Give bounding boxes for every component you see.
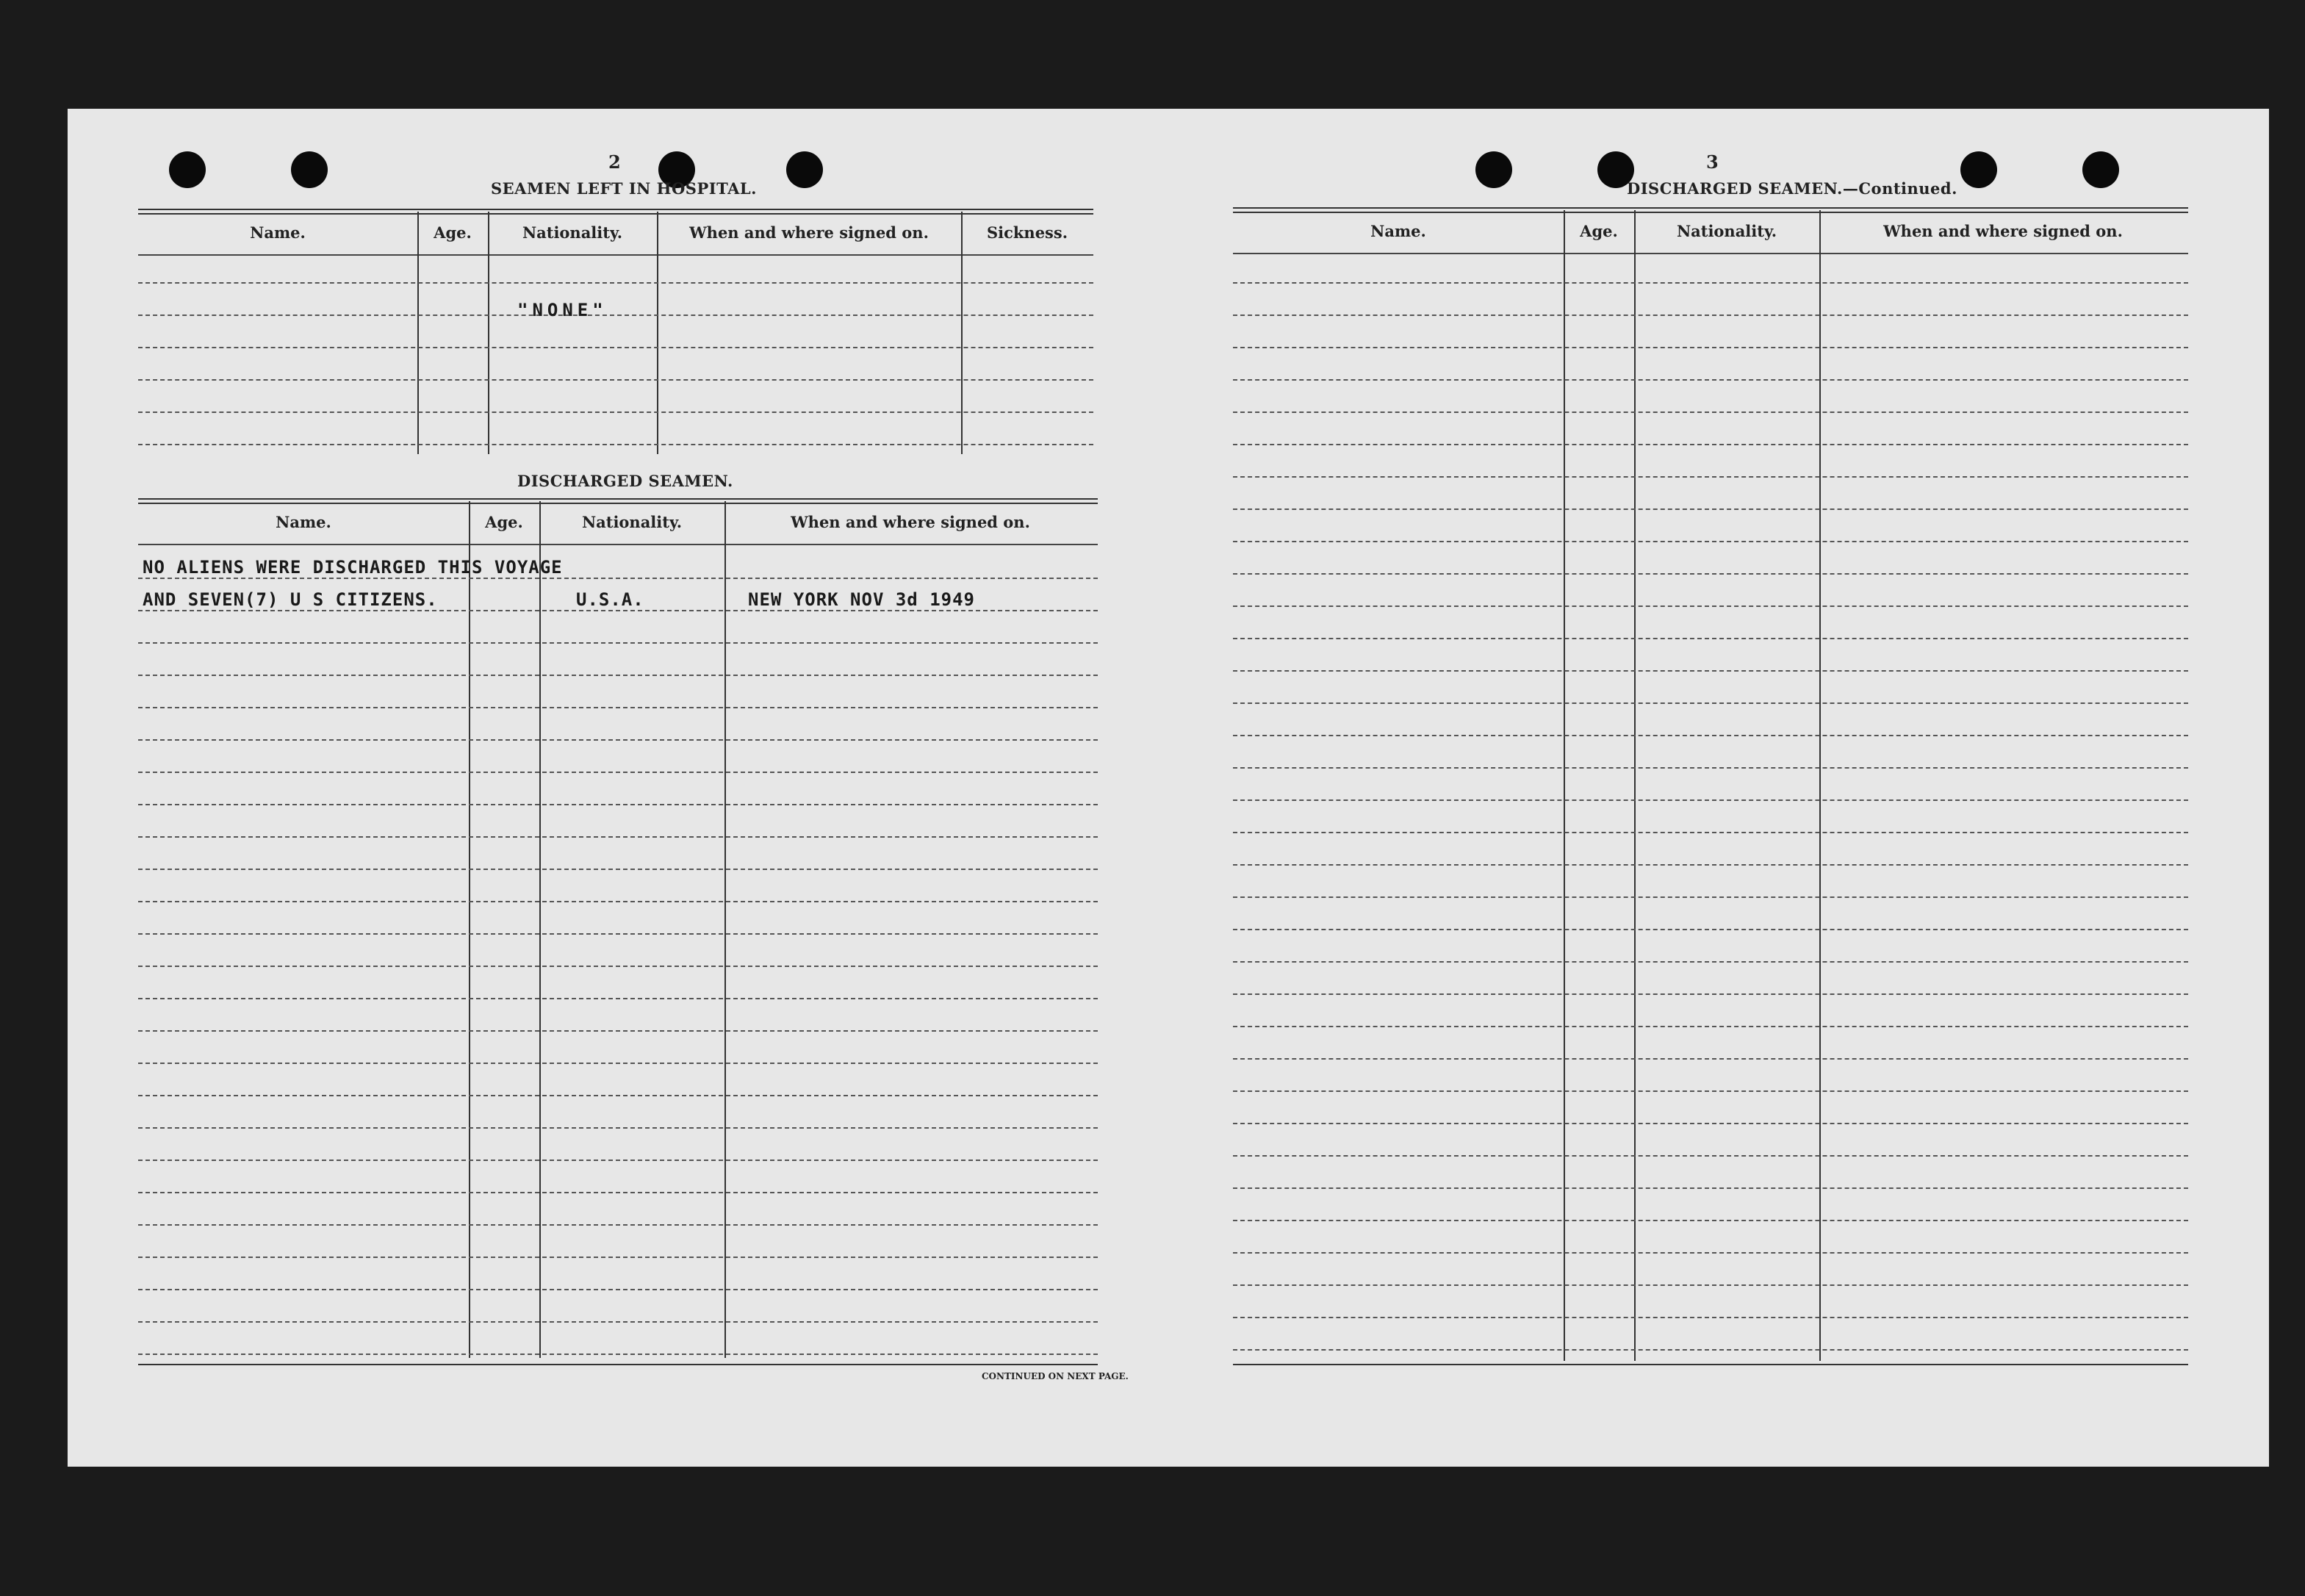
- discharged-table: [138, 498, 1098, 1387]
- discharged-section-title: DISCHARGED SEAMEN.: [517, 472, 733, 490]
- column-header-age: Age.: [485, 513, 523, 531]
- column-header-signed-on: When and where signed on.: [791, 513, 1030, 531]
- discharged-continued-table: [1233, 207, 2188, 1383]
- column-header-age: Age.: [434, 223, 472, 242]
- hospital-section-title: SEAMEN LEFT IN HOSPITAL.: [491, 179, 757, 198]
- document-sheet: [68, 109, 2269, 1467]
- column-header-name: Name.: [1370, 222, 1426, 240]
- column-header-name: Name.: [250, 223, 306, 242]
- discharged-row-name: NO ALIENS WERE DISCHARGED THIS VOYAGE: [143, 557, 563, 578]
- column-header-nationality: Nationality.: [522, 223, 623, 242]
- column-header-signed-on: When and where signed on.: [1883, 222, 2123, 240]
- right-page: [1233, 109, 2265, 1467]
- continued-footer: CONTINUED ON NEXT PAGE.: [982, 1371, 1129, 1381]
- column-header-sickness: Sickness.: [986, 223, 1068, 242]
- column-header-age: Age.: [1580, 222, 1618, 240]
- column-header-signed-on: When and where signed on.: [689, 223, 929, 242]
- column-header-name: Name.: [276, 513, 331, 531]
- discharged-row-nationality: U.S.A.: [576, 589, 644, 610]
- discharged-row-name: AND SEVEN(7) U S CITIZENS.: [143, 589, 438, 610]
- column-header-nationality: Nationality.: [581, 513, 683, 531]
- hospital-none-entry: "NONE": [517, 300, 608, 320]
- column-header-nationality: Nationality.: [1676, 222, 1777, 240]
- page-number: 2: [608, 151, 621, 173]
- discharged-row-signed-on: NEW YORK NOV 3d 1949: [748, 589, 975, 610]
- discharged-continued-title: DISCHARGED SEAMEN.—Continued.: [1627, 179, 1957, 198]
- page-number: 3: [1706, 151, 1719, 173]
- left-page: [138, 109, 1170, 1467]
